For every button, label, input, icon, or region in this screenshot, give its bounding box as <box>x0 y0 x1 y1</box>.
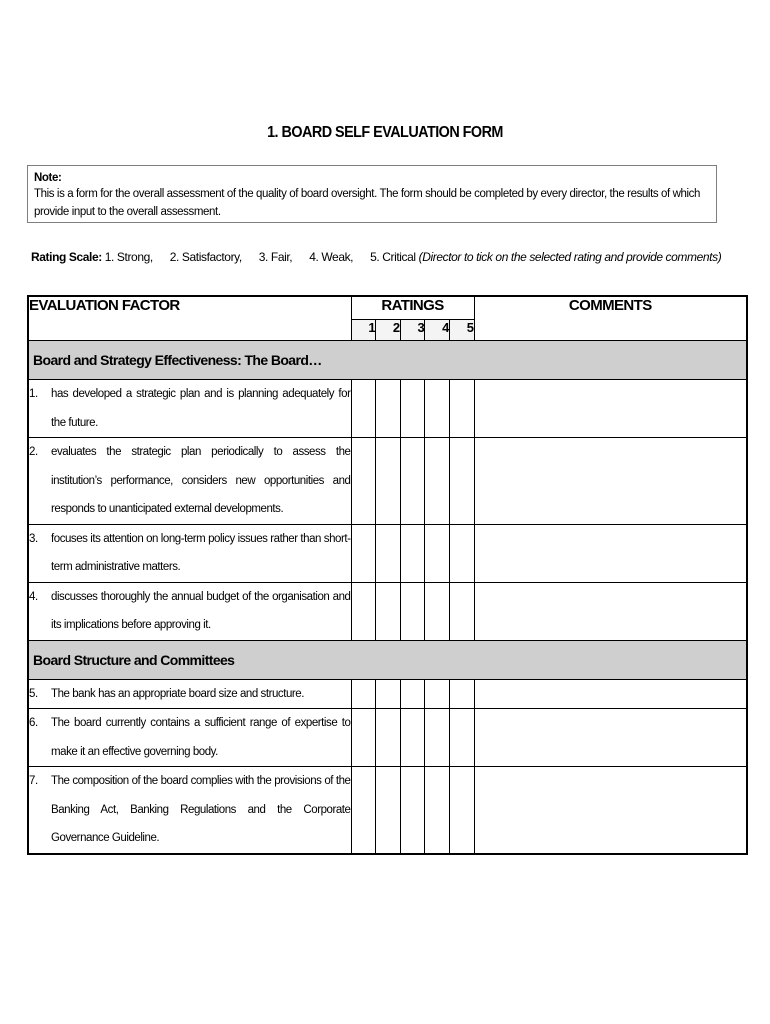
rating-scale-item: 5. Critical <box>370 250 416 264</box>
item-number: 4. <box>29 590 38 603</box>
comment-cell[interactable] <box>474 380 747 438</box>
rating-cell-5[interactable] <box>449 524 474 582</box>
rating-cell-4[interactable] <box>425 582 450 640</box>
comment-cell[interactable] <box>474 438 747 525</box>
rating-cell-1[interactable] <box>351 582 376 640</box>
rating-cell-3[interactable] <box>400 380 425 438</box>
header-ratings: RATINGS <box>351 296 474 320</box>
header-rating-4: 4 <box>425 320 450 341</box>
rating-scale-item: 1. Strong, <box>104 250 153 264</box>
rating-cell-2[interactable] <box>376 380 401 438</box>
rating-cell-2[interactable] <box>376 767 401 854</box>
table-row <box>28 438 747 525</box>
header-comments: COMMENTS <box>474 296 747 341</box>
item-text: evaluates the strategic plan periodically to assess the institution’s performance, considers new opportunities and responds to unanticipated external developments. <box>51 446 351 515</box>
header-rating-5: 5 <box>449 320 474 341</box>
rating-cell-2[interactable] <box>376 582 401 640</box>
table-row <box>28 679 747 709</box>
item-text: The composition of the board complies with the provisions of the Banking Act, Banking Regulations and the Corporate Governance Guideline. <box>51 775 351 844</box>
rating-cell-2[interactable] <box>376 524 401 582</box>
section-title: Board and Strategy Effectiveness: The Board… <box>28 341 747 380</box>
item-text: focuses its attention on long-term policy issues rather than short-term administrative matters. <box>51 532 351 573</box>
item-number: 3. <box>29 532 38 545</box>
header-evaluation-factor: EVALUATION FACTOR <box>28 296 351 341</box>
rating-scale-item: 4. Weak, <box>309 250 354 264</box>
rating-scale <box>31 250 721 264</box>
rating-scale-item: 2. Satisfactory, <box>169 250 242 264</box>
item-number: 5. <box>29 687 38 700</box>
rating-cell-3[interactable] <box>400 767 425 854</box>
rating-cell-1[interactable] <box>351 709 376 767</box>
evaluation-table <box>27 295 748 855</box>
comment-cell[interactable] <box>474 524 747 582</box>
item-number: 6. <box>29 717 38 729</box>
rating-cell-3[interactable] <box>400 582 425 640</box>
rating-cell-4[interactable] <box>425 380 450 438</box>
rating-cell-4[interactable] <box>425 438 450 525</box>
item-text: discusses thoroughly the annual budget of the organisation and its implications before approving it. <box>51 590 351 631</box>
rating-cell-3[interactable] <box>400 709 425 767</box>
rating-cell-1[interactable] <box>351 524 376 582</box>
rating-cell-4[interactable] <box>425 679 450 709</box>
item-text: has developed a strategic plan and is planning adequately for the future. <box>51 388 351 429</box>
rating-scale-label: Rating Scale: <box>31 250 102 264</box>
form-title: 1. BOARD SELF EVALUATION FORM <box>267 124 503 141</box>
comment-cell[interactable] <box>474 709 747 767</box>
table-row <box>28 380 747 438</box>
section-row <box>28 640 747 679</box>
table-row <box>28 524 747 582</box>
comment-cell[interactable] <box>474 679 747 709</box>
rating-cell-1[interactable] <box>351 767 376 854</box>
note-label: Note: <box>34 172 62 184</box>
item-text: The board currently contains a sufficient range of expertise to make it an effective governing body. <box>51 717 351 758</box>
rating-cell-2[interactable] <box>376 709 401 767</box>
rating-cell-5[interactable] <box>449 767 474 854</box>
item-number: 2. <box>29 446 38 458</box>
rating-cell-1[interactable] <box>351 380 376 438</box>
table-row <box>28 582 747 640</box>
rating-cell-5[interactable] <box>449 438 474 525</box>
rating-cell-2[interactable] <box>376 679 401 709</box>
rating-cell-5[interactable] <box>449 709 474 767</box>
rating-cell-3[interactable] <box>400 679 425 709</box>
rating-cell-5[interactable] <box>449 582 474 640</box>
header-rating-3: 3 <box>400 320 425 341</box>
section-row <box>28 341 747 380</box>
comment-cell[interactable] <box>474 767 747 854</box>
section-title: Board Structure and Committees <box>28 640 747 679</box>
rating-cell-1[interactable] <box>351 679 376 709</box>
rating-cell-5[interactable] <box>449 679 474 709</box>
rating-scale-instruction: (Director to tick on the selected rating and provide comments) <box>418 250 722 264</box>
note-box <box>27 165 717 223</box>
table-row <box>28 767 747 854</box>
comment-cell[interactable] <box>474 582 747 640</box>
item-text: The bank has an appropriate board size and structure. <box>51 687 304 700</box>
rating-cell-3[interactable] <box>400 524 425 582</box>
rating-cell-5[interactable] <box>449 380 474 438</box>
rating-cell-4[interactable] <box>425 767 450 854</box>
rating-cell-2[interactable] <box>376 438 401 525</box>
rating-cell-3[interactable] <box>400 438 425 525</box>
item-number: 7. <box>29 775 38 787</box>
header-rating-2: 2 <box>376 320 401 341</box>
item-number: 1. <box>29 388 38 400</box>
rating-cell-4[interactable] <box>425 709 450 767</box>
table-row <box>28 709 747 767</box>
header-rating-1: 1 <box>351 320 376 341</box>
rating-cell-1[interactable] <box>351 438 376 525</box>
rating-scale-item: 3. Fair, <box>258 250 293 264</box>
note-text: This is a form for the overall assessment of the quality of board oversight. The form should be completed by every director, the results of which provide input to the overall assessment. <box>34 188 700 218</box>
rating-cell-4[interactable] <box>425 524 450 582</box>
